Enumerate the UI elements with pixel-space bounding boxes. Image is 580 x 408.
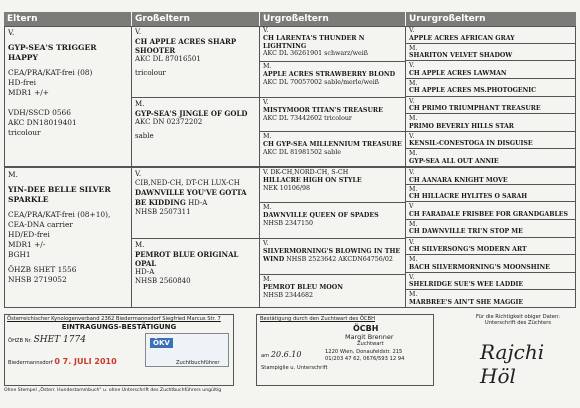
dam-name: YIN-DEE BELLE SILVER SPARKLE (8, 185, 111, 204)
ggg-sex: M. (409, 150, 418, 158)
grandparent-sex: M. (135, 100, 145, 108)
grandparent-sex: V. (135, 170, 142, 178)
ggp-name: APPLE ACRES STRAWBERRY BLOND (263, 70, 396, 78)
great-grandparent-cell (260, 275, 406, 308)
ggg-sex: M. (409, 291, 418, 299)
sire-detail: VDH/SSCD 0566 (8, 108, 71, 117)
grandparent-color: tricolour (135, 69, 166, 77)
ggg-sex: M. (409, 185, 418, 193)
ggg-name: CH APPLE ACRES LAWMAN (409, 69, 507, 77)
ggg-name: KENSIL-CONESTOGA IN DISGUISE (409, 140, 533, 148)
grandparent-name: DAWNVILLE YOU'VE GOTTA BE KIDDING HD-A (135, 188, 247, 207)
great-great-grandparent-cell (406, 290, 576, 308)
ggp-sex: V. DK-CH,NORD-CH, S-CH (263, 169, 349, 176)
great-great-grandparent-cell (406, 238, 576, 256)
club-signature-label: Stampiglie u. Unterschrift (261, 365, 328, 371)
dam-detail: HD/ED-frei (8, 230, 50, 239)
breeder-signature-box (460, 314, 576, 396)
registration-box (4, 314, 234, 396)
date-stamp: 0 7. JULI 2010 (54, 357, 117, 366)
great-grandparent-cell (260, 203, 406, 239)
great-great-grandparent-cell (406, 149, 576, 167)
great-grandparent-cell (260, 62, 406, 98)
grandparent-sex: V. (135, 28, 142, 36)
ggp-sex: M. (263, 204, 272, 211)
grandparent-cell (132, 167, 260, 239)
great-grandparent-cell (260, 167, 406, 203)
ggg-name: CH APPLE ACRES MS.PHOTOGENIC (409, 87, 537, 95)
ggp-name: MISTYMOOR TITAN'S TREASURE (263, 106, 383, 114)
dam-detail: ÖHZB SHET 1556 (8, 265, 77, 274)
header-parents: Eltern (4, 12, 132, 26)
grandparent-cell (132, 239, 260, 308)
ggp-name: CH GYP-SEA MILLENNIUM TREASURE (263, 140, 402, 148)
header-great-grandparents: Urgroßeltern (260, 12, 406, 26)
ggp-name: PEMROT BLEU MOON (263, 283, 344, 291)
dam-sex: M. (8, 170, 18, 179)
ggg-name: SHELRIDGE SUE'S WEE LADDIE (409, 281, 524, 289)
dam-detail: NHSB 2719052 (8, 275, 67, 284)
ggp-sex: V. (263, 99, 269, 106)
ggg-sex: V (409, 203, 414, 211)
ggg-sex: V. (409, 27, 415, 34)
great-great-grandparent-cell (406, 202, 576, 220)
dam-detail: BGH1 (8, 250, 31, 259)
great-great-grandparent-cell (406, 255, 576, 273)
great-grandparent-cell (260, 26, 406, 62)
ggg-name: MARBREE'S AIN'T SHE MAGGIE (409, 298, 524, 306)
ggp-sex: M. (263, 133, 272, 140)
sire-detail: MDR1 +/+ (8, 88, 49, 97)
header-grandparents: Großeltern (132, 12, 260, 26)
club-address: 1220 Wien, Donaufeldstr. 215 (325, 349, 403, 355)
ggp-reg: AKC DL 73442602 tricolour (263, 114, 352, 122)
ggp-name: SILVERMORNING'S BLOWING IN THE WIND NHSB 2523642 AKCDN64756/02 (263, 247, 401, 263)
ggp-name: DAWNVILLE QUEEN OF SPADES (263, 211, 379, 219)
great-great-grandparent-cell (406, 220, 576, 238)
ggg-name: GYP-SEA ALL OUT ANNIE (409, 157, 499, 165)
club-name: ÖCBH (353, 324, 379, 333)
ggp-sex: V. (263, 240, 269, 247)
great-great-grandparent-cell (406, 185, 576, 203)
ggp-name: HILLACRE HIGH ON STYLE (263, 176, 362, 184)
ggg-name: CH AANARA KNIGHT MOVE (409, 176, 508, 184)
great-great-grandparent-cell (406, 114, 576, 132)
ggg-sex: V. (409, 273, 415, 281)
sire-detail: CEA/PRA/KAT-frei (08) (8, 68, 93, 77)
ggp-reg: NHSB 2347150 (263, 219, 313, 227)
ggg-sex: M. (409, 256, 418, 264)
sire-detail: AKC DN18019401 (8, 118, 77, 127)
right-title: Für die Richtigkeit obiger Daten: (475, 314, 561, 320)
great-great-grandparent-cell (406, 44, 576, 62)
ggg-name: CH PRIMO TRIUMPHANT TREASURE (409, 105, 541, 113)
great-grandparent-cell (260, 239, 406, 275)
grandparent-reg: AKC DL 87016501 (135, 55, 201, 63)
sire-name: GYP-SEA'S TRIGGER HAPPY (8, 43, 97, 62)
club-role: Zuchtwart (357, 341, 384, 347)
great-great-grandparent-cell (406, 132, 576, 150)
sire-detail: tricolour (8, 128, 41, 137)
ggp-reg: AKC DL 70057002 sable/merle/weiß (263, 78, 379, 86)
grandparent-name: PEMROT BLUE ORIGINAL OPAL (135, 250, 239, 268)
validity-note: Ohne Stempel „Österr. Hundestammbuch" u. ohne Unterschrift des Zuchtbuchführers ungültig (4, 388, 222, 393)
ggg-sex: V. (409, 238, 415, 246)
breeder-book-keeper: Zuchtbuchführer (176, 360, 220, 366)
grandparent-titles: CIB,NED-CH, DT-CH LUX-CH (135, 179, 240, 187)
sire-cell (4, 26, 132, 167)
great-great-grandparent-cell (406, 79, 576, 97)
great-grandparent-cell (260, 98, 406, 132)
sire-sex: V. (8, 28, 15, 37)
ggg-sex: M. (409, 115, 418, 123)
great-great-grandparent-cell (406, 97, 576, 115)
ggg-name: CH DAWNVILLE TRI'N STOP ME (409, 228, 523, 236)
ggg-name: CH FARADALE FRISBEE FOR GRANDGABLES (409, 210, 568, 218)
ggg-name: SHARITON VELVET SHADOW (409, 52, 513, 60)
ggp-sex: M. (263, 63, 272, 70)
ggg-sex: M. (409, 44, 418, 52)
ggg-sex: M. (409, 220, 418, 228)
great-grandparent-cell (260, 132, 406, 167)
kv-address: Österreichischer Kynologenverband 2362 Biedermannsdorf Siegfried Marcus Str. 7 (7, 316, 221, 322)
ggp-reg: NHSB 2344682 (263, 291, 313, 299)
great-great-grandparent-cell (406, 26, 576, 44)
ggp-reg: AKC DL 81981502 sable (263, 148, 341, 156)
ggp-sex: V. (263, 27, 269, 34)
ggg-name: CH HILLACRE HYLITES O SARAH (409, 193, 528, 201)
great-great-grandparent-cell (406, 167, 576, 185)
sire-detail: HD-frei (8, 78, 37, 87)
ggg-name: BACH SILVERMORNING'S MOONSHINE (409, 263, 550, 271)
registration-title: EINTRAGUNGS-BESTÄTIGUNG (61, 323, 177, 331)
grandparent-reg: AKC DN 02372202 (135, 118, 203, 126)
ggg-name: APPLE ACRES AFRICAN GRAY (409, 34, 515, 42)
ggp-reg: NEK 10106/98 (263, 184, 310, 192)
club-phone: 01/203 47 62, 0676/593 12 94 (325, 356, 405, 362)
ggg-name: PRIMO BEVERLY HILLS STAR (409, 122, 514, 130)
ggp-sex: M. (263, 276, 272, 283)
ggg-sex: V. (409, 169, 415, 176)
right-subtitle: Unterschrift des Züchters (484, 320, 552, 326)
header-great-great-grandparents: Ururgroßeltern (406, 12, 576, 26)
dam-detail: CEA/PRA/KAT-frei (08+10), (8, 210, 111, 219)
great-great-grandparent-cell (406, 273, 576, 291)
ggg-name: CH SILVERSONG'S MODERN ART (409, 246, 527, 254)
ggp-reg: AKC DL 36261901 schwarz/weiß (263, 50, 368, 58)
breeder-signature: Rajchi Höl (480, 340, 545, 388)
great-great-grandparent-cell (406, 61, 576, 79)
club-title: Bestätigung durch den Zuchtwart des ÖCBH (260, 316, 376, 322)
club-person: Margit Brenner (345, 333, 394, 341)
ggg-sex: M. (409, 79, 418, 87)
grandparent-cell (132, 26, 260, 98)
grandparent-sex: M. (135, 241, 145, 249)
okv-stamp (145, 333, 229, 367)
ggg-sex: V. (409, 62, 415, 70)
grandparent-reg: NHSB 2507311 (135, 208, 191, 216)
club-confirmation-box (256, 314, 434, 386)
okv-logo: ÖKV (150, 338, 173, 348)
grandparent-reg: HD-A NHSB 2560840 (135, 268, 191, 285)
oehzb-value: SHET 1774 (33, 335, 86, 345)
club-date: am 20.6.10 (261, 350, 302, 359)
grandparent-cell (132, 98, 260, 167)
grandparent-name: GYP-SEA'S JINGLE OF GOLD (135, 109, 248, 118)
dam-detail: CEA-DNA carrier (8, 220, 73, 229)
grandparent-name: CH APPLE ACRES SHARP SHOOTER (135, 37, 237, 55)
date-field: Biedermannsdorf 0 7. JULI 2010 (8, 357, 117, 366)
ggp-name: CH LARENTA'S THUNDER N LIGHTNING (263, 34, 365, 50)
oehzb-field: ÖHZB Nr. SHET 1774 (8, 335, 86, 345)
dam-cell (4, 167, 132, 308)
grandparent-color: sable (135, 132, 154, 140)
ggg-sex: V. (409, 97, 415, 105)
dam-detail: MDR1 +/- (8, 240, 46, 249)
ggg-sex: V. (409, 132, 415, 140)
